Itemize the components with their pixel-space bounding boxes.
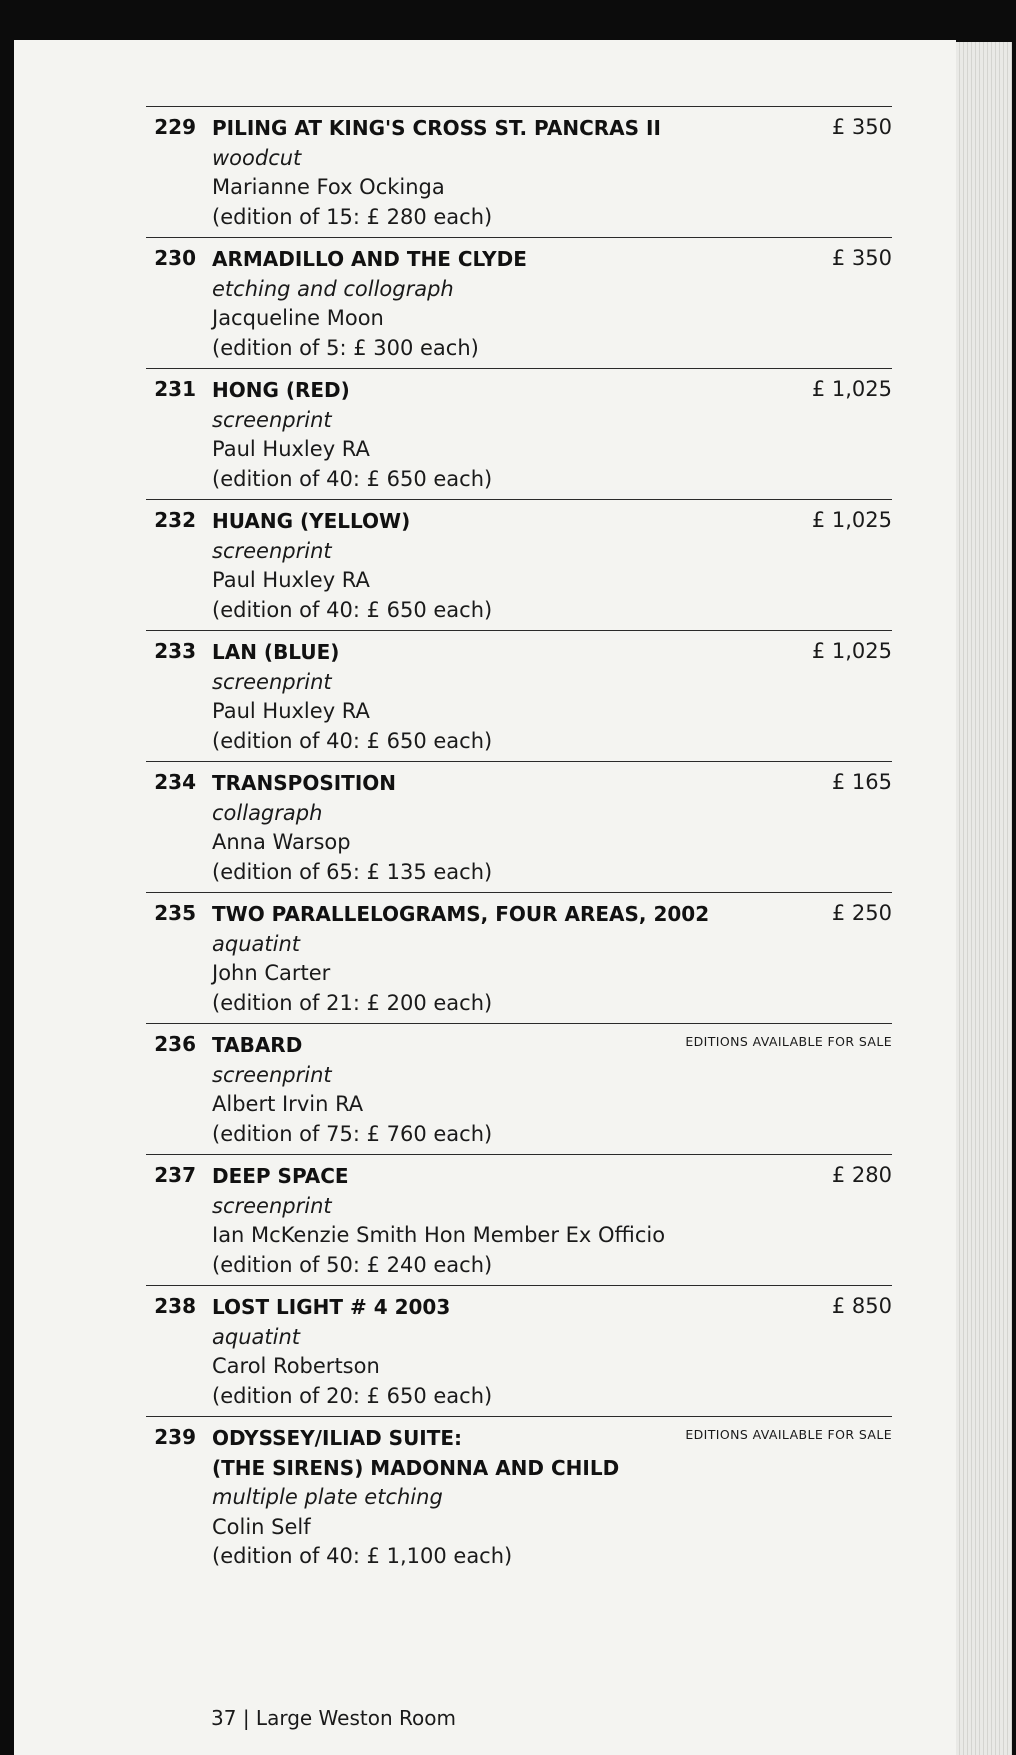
entry-price: £ 250 (831, 901, 892, 925)
entry-price: £ 280 (831, 1163, 892, 1187)
page-footer (211, 1706, 456, 1730)
entry-edition: (edition of 75: £ 760 each) (212, 1121, 493, 1146)
entry-price: £ 1,025 (811, 508, 892, 532)
entry-title: TRANSPOSITION (212, 771, 396, 795)
entry-details (212, 1031, 722, 1149)
entry-medium: aquatint (212, 931, 300, 956)
entry-number: 231 (154, 377, 196, 401)
entry-artist: Paul Huxley RA (212, 699, 370, 723)
entry-artist: Paul Huxley RA (212, 568, 370, 592)
entry-details (212, 114, 722, 232)
entry-number: 230 (154, 246, 196, 270)
entry-details (212, 507, 722, 625)
entry-title: HUANG (YELLOW) (212, 509, 411, 533)
entry-artist: Albert Irvin RA (212, 1092, 364, 1116)
entry-artist: Carol Robertson (212, 1354, 380, 1378)
entry-price: £ 850 (831, 1294, 892, 1318)
entry-price: £ 350 (831, 246, 892, 270)
entry-artist: Anna Warsop (212, 830, 351, 854)
entry-title: TWO PARALLELOGRAMS, FOUR AREAS, 2002 (212, 902, 710, 926)
entry-number: 232 (154, 508, 196, 532)
entry-medium: screenprint (212, 1193, 332, 1218)
entry-number: 239 (154, 1425, 196, 1449)
entry-medium: screenprint (212, 407, 332, 432)
entry-title: PILING AT KING'S CROSS ST. PANCRAS II (212, 116, 661, 140)
catalogue-entry (146, 237, 892, 368)
entry-medium: aquatint (212, 1324, 300, 1349)
page-edge (956, 42, 1012, 1755)
entry-edition: (edition of 40: £ 650 each) (212, 466, 493, 491)
entry-number: 237 (154, 1163, 196, 1187)
entry-title: HONG (RED) (212, 378, 350, 402)
entry-title-continued: (THE SIRENS) MADONNA AND CHILD (212, 1455, 620, 1480)
entry-artist: Ian McKenzie Smith Hon Member Ex Officio (212, 1223, 666, 1247)
entry-details (212, 900, 722, 1018)
entry-edition: (edition of 21: £ 200 each) (212, 990, 493, 1015)
catalogue-entry (146, 630, 892, 761)
entry-title: LOST LIGHT # 4 2003 (212, 1295, 451, 1319)
footer-separator: | (242, 1706, 250, 1730)
entry-artist: John Carter (212, 961, 331, 985)
catalogue-entry (146, 499, 892, 630)
entry-edition: (edition of 50: £ 240 each) (212, 1252, 493, 1277)
entry-edition: (edition of 5: £ 300 each) (212, 335, 479, 360)
entry-title: ARMADILLO AND THE CLYDE (212, 247, 527, 271)
entry-availability: EDITIONS AVAILABLE FOR SALE (685, 1034, 892, 1049)
catalogue-entry (146, 1154, 892, 1285)
catalogue-entry (146, 368, 892, 499)
catalogue-entry (146, 1023, 892, 1154)
entry-medium: etching and collograph (212, 276, 454, 301)
entry-details (212, 1424, 722, 1572)
entry-edition: (edition of 40: £ 650 each) (212, 597, 493, 622)
catalogue-entry (146, 1416, 892, 1578)
entry-medium: woodcut (212, 145, 302, 170)
entry-edition: (edition of 15: £ 280 each) (212, 204, 493, 229)
entry-details (212, 376, 722, 494)
entry-number: 238 (154, 1294, 196, 1318)
entry-details (212, 638, 722, 756)
entry-edition: (edition of 40: £ 1,100 each) (212, 1544, 513, 1568)
entry-number: 235 (154, 901, 196, 925)
entry-artist: Jacqueline Moon (212, 306, 384, 330)
catalogue-entry (146, 1285, 892, 1416)
catalogue-entry (146, 106, 892, 237)
catalogue-entries (146, 106, 892, 1578)
entry-medium: screenprint (212, 669, 332, 694)
entry-artist: Colin Self (212, 1514, 311, 1539)
page-number: 37 (211, 1706, 237, 1730)
catalogue-entry (146, 761, 892, 892)
entry-edition: (edition of 65: £ 135 each) (212, 859, 493, 884)
entry-title: TABARD (212, 1033, 303, 1057)
entry-price: £ 350 (831, 115, 892, 139)
entry-edition: (edition of 20: £ 650 each) (212, 1383, 493, 1408)
catalogue-page (14, 40, 956, 1755)
entry-title: DEEP SPACE (212, 1164, 349, 1188)
entry-title: LAN (BLUE) (212, 640, 340, 664)
entry-artist: Marianne Fox Ockinga (212, 175, 445, 199)
entry-details (212, 769, 722, 887)
entry-price: £ 165 (831, 770, 892, 794)
entry-title: ODYSSEY/ILIAD SUITE: (212, 1426, 463, 1450)
entry-edition: (edition of 40: £ 650 each) (212, 728, 493, 753)
entry-number: 233 (154, 639, 196, 663)
entry-number: 234 (154, 770, 196, 794)
entry-details (212, 245, 722, 363)
entry-price: £ 1,025 (811, 377, 892, 401)
entry-medium: multiple plate etching (212, 1485, 443, 1509)
catalogue-entry (146, 892, 892, 1023)
entry-details (212, 1293, 722, 1411)
entry-availability: EDITIONS AVAILABLE FOR SALE (685, 1427, 892, 1442)
entry-medium: collagraph (212, 800, 323, 825)
entry-price: £ 1,025 (811, 639, 892, 663)
entry-number: 236 (154, 1032, 196, 1056)
entry-medium: screenprint (212, 1062, 332, 1087)
entry-medium: screenprint (212, 538, 332, 563)
entry-artist: Paul Huxley RA (212, 437, 370, 461)
room-name: Large Weston Room (255, 1706, 456, 1730)
entry-details (212, 1162, 722, 1280)
entry-number: 229 (154, 115, 196, 139)
